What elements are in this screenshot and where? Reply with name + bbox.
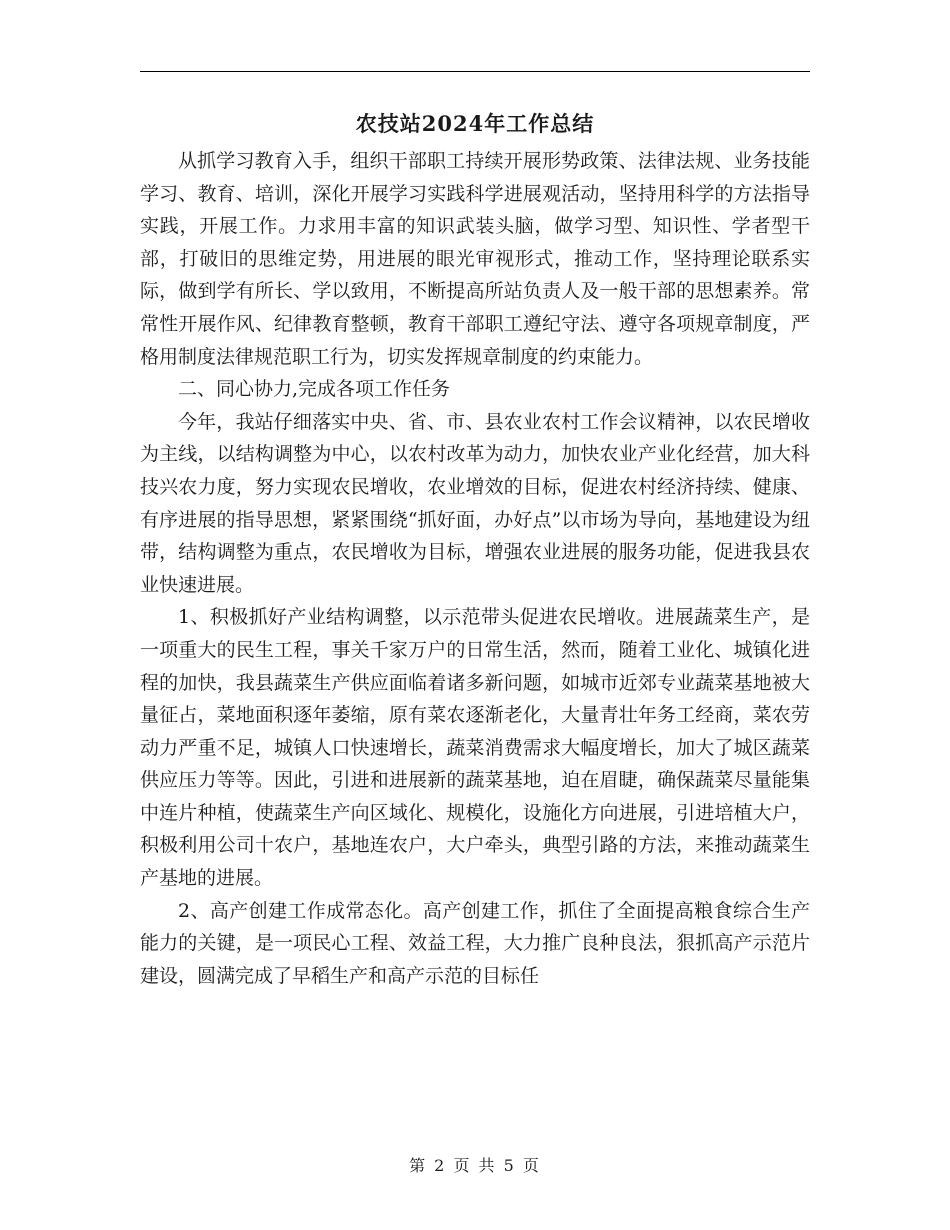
paragraph-study-education: 从抓学习教育入手，组织干部职工持续开展形势政策、法律法规、业务技能学习、教育、培训，深化开展学习实践科学进展观活动，坚持用科学的方法指导实践，开展工作。力求用丰富的知识武装头脑，做学习型、知识性、学者型干部，打破旧的思维定势，用进展的眼光审视形式，推动工作，坚持理论联系实际，做到学有所长、学以致用，不断提高所站负责人及一般干部的思想素养。常常性开展作风、纪律教育整顿，教育干部职工遵纪守法、遵守各项规章制度，严格用制度法律规范职工行为，切实发挥规章制度的约束能力。 bbox=[140, 150, 810, 368]
document-body bbox=[140, 145, 810, 992]
document-title: 农技站2024年工作总结 bbox=[355, 111, 595, 136]
header-rule bbox=[140, 71, 810, 72]
paragraph-item-two: 2、高产创建工作成常态化。高产创建工作，抓住了全面提高粮食综合生产能力的关键，是一项民心工程、效益工程，大力推广良种良法，狠抓高产示范片建设，圆满完成了早稻生产和高产示范的目标任 bbox=[140, 899, 810, 987]
page-number-footer: 第 2 页 共 5 页 bbox=[409, 1156, 541, 1175]
section-heading-two: 二、同心协力,完成各项工作任务 bbox=[178, 378, 451, 401]
paragraph-this-year: 今年，我站仔细落实中央、省、市、县农业农村工作会议精神，以农民增收为主线，以结构调整为中心，以农村改革为动力，加快农业产业化经营，加大科技兴农力度，努力实现农民增收，农业增效的目标，促进农村经济持续、健康、有序进展的指导思想，紧紧围绕“抓好面，办好点”以市场为导向，基地建设为纽带，结构调整为重点，农民增收为目标，增强农业进展的服务功能，促进我县农业快速进展。 bbox=[140, 410, 810, 596]
paragraph-item-one: 1、积极抓好产业结构调整，以示范带头促进农民增收。进展蔬菜生产，是一项重大的民生工程，事关千家万户的日常生活，然而，随着工业化、城镇化进程的加快，我县蔬菜生产供应面临着诸多新问题，如城市近郊专业蔬菜基地被大量征占，菜地面积逐年萎缩，原有菜农逐渐老化，大量青壮年务工经商，菜农劳动力严重不足，城镇人口快速增长，蔬菜消费需求大幅度增长，加大了城区蔬菜供应压力等等。因此，引进和进展新的蔬菜基地，迫在眉睫，确保蔬菜尽量能集中连片种植，使蔬菜生产向区域化、规模化，设施化方向进展，引进培植大户，积极利用公司十农户，基地连农户，大户牵头，典型引路的方法，来推动蔬菜生产基地的进展。 bbox=[140, 606, 810, 890]
